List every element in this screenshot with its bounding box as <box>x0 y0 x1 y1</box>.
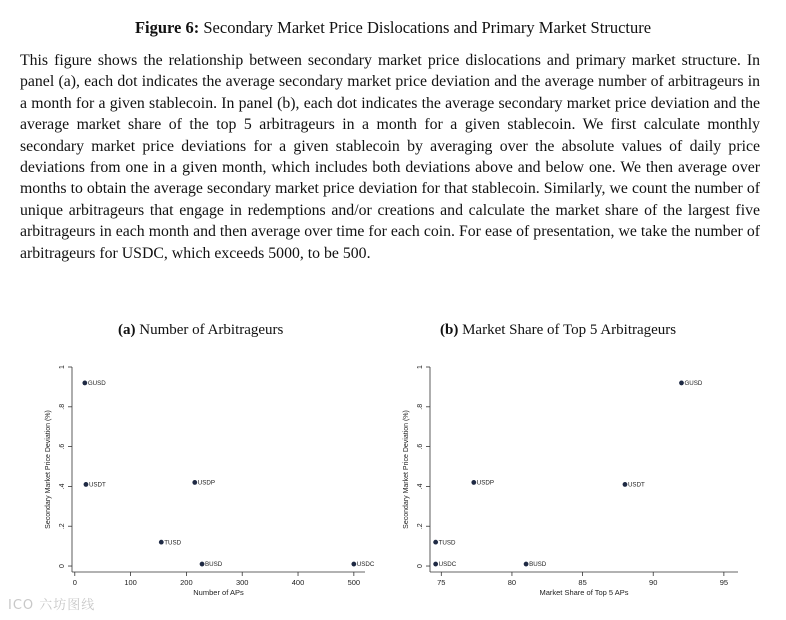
figure-title-text: Secondary Market Price Dislocations and Primary Market Structure <box>203 18 652 37</box>
data-label-usdc: USDC <box>356 561 375 569</box>
figure-title <box>0 18 786 38</box>
x-tick-label: 400 <box>291 578 305 587</box>
data-point-busd <box>524 562 529 567</box>
figure-caption: This figure shows the relationship between secondary market price dislocations and primary market structure. In panel (a), each dot indicates the average secondary market price deviation and the average number of arbitrageurs in a month for a given stablecoin. In panel (b), each dot indicates the average secondary market price deviation and the average market share of the top 5 arbitrageurs in a month for a given stablecoin. We first calculate monthly secondary market price deviations for a given stablecoin by averaging over the absolute values of daily price deviations from one in a given month, which includes both deviations above and below one. We then average over months to obtain the average secondary market price deviation for that stablecoin. Similarly, we count the number of unique arbitrageurs that engage in redemptions and/or creations and calculate the market share of the largest five arbitrageurs in each month and then average over time for each coin. For ease of presentation, we take the number of arbitrageurs for USDC, which exceeds 5000, to be 500. <box>20 52 760 262</box>
x-tick-label: 95 <box>719 578 729 587</box>
data-label-gusd: GUSD <box>87 380 106 388</box>
scatter-chart-market-share <box>388 355 750 605</box>
data-point-usdc <box>433 562 438 567</box>
y-axis-label: Secondary Market Price Deviation (%) <box>403 410 410 529</box>
y-tick-label: 1 <box>417 365 424 369</box>
data-point-busd <box>200 562 205 567</box>
panel-a-label: (a) <box>118 322 136 338</box>
data-point-usdt <box>84 482 89 487</box>
watermark: ICO 六坊图线 <box>8 598 96 613</box>
data-label-usdp: USDP <box>197 479 215 487</box>
y-tick-label: .8 <box>59 403 66 410</box>
data-point-tusd <box>433 540 438 545</box>
x-tick-label: 75 <box>437 578 446 587</box>
panel-a-title <box>118 322 283 339</box>
y-tick-label: 0 <box>59 564 66 568</box>
x-axis-label: Number of APs <box>193 588 244 597</box>
data-label-usdp: USDP <box>476 479 495 487</box>
panel-b-title-text: Market Share of Top 5 Arbitrageurs <box>462 322 677 338</box>
y-tick-label: .2 <box>417 523 424 530</box>
x-tick-label: 0 <box>72 578 77 587</box>
panel-a-title-text: Number of Arbitrageurs <box>139 322 284 338</box>
data-label-gusd: GUSD <box>684 380 703 388</box>
panel-b-label: (b) <box>440 322 459 338</box>
figure-label: Figure 6: <box>134 18 200 37</box>
x-tick-label: 90 <box>649 578 658 587</box>
y-tick-label: 0 <box>417 564 424 568</box>
panel-b-title <box>440 322 676 339</box>
data-label-tusd: TUSD <box>164 539 182 547</box>
data-point-usdc <box>351 562 356 567</box>
x-tick-label: 200 <box>180 578 193 587</box>
data-label-usdt: USDT <box>88 481 106 489</box>
x-tick-label: 100 <box>124 578 137 587</box>
data-point-usdp <box>192 480 197 485</box>
y-axis-label: Secondary Market Price Deviation (%) <box>45 410 52 529</box>
x-tick-label: 85 <box>578 578 587 587</box>
y-tick-label: .6 <box>417 443 424 450</box>
x-tick-label: 300 <box>235 578 249 587</box>
y-tick-label: .2 <box>59 523 66 530</box>
data-label-busd: BUSD <box>205 561 223 569</box>
data-label-usdc: USDC <box>438 561 457 569</box>
y-tick-label: .8 <box>417 403 424 410</box>
data-point-usdt <box>623 482 628 487</box>
x-axis-label: Market Share of Top 5 APs <box>539 588 629 597</box>
y-tick-label: .6 <box>59 443 66 450</box>
y-tick-label: .4 <box>417 483 424 490</box>
data-label-tusd: TUSD <box>438 539 456 547</box>
x-tick-label: 500 <box>347 578 361 587</box>
data-label-busd: BUSD <box>529 561 547 569</box>
x-tick-label: 80 <box>507 578 517 587</box>
data-point-tusd <box>159 540 164 545</box>
y-tick-label: .4 <box>59 483 66 490</box>
data-point-gusd <box>82 381 87 386</box>
y-tick-label: 1 <box>59 365 66 369</box>
data-point-gusd <box>679 381 684 386</box>
scatter-chart-number-of-aps <box>30 355 380 605</box>
data-point-usdp <box>471 480 476 485</box>
data-label-usdt: USDT <box>627 481 645 489</box>
